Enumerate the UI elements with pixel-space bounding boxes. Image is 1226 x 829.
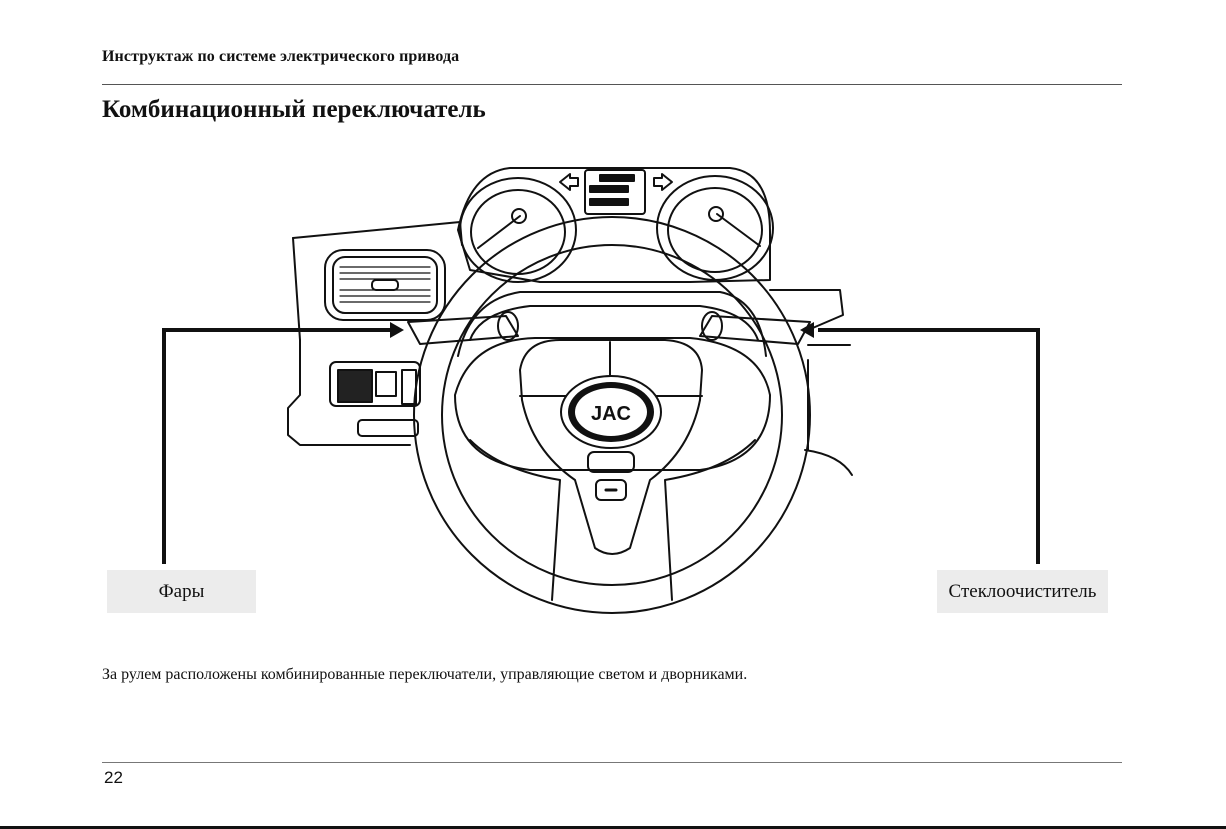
jac-logo [561,376,661,448]
headlights-label: Фары [107,570,256,613]
speedometer-icon [460,178,576,282]
footer-divider [102,762,1122,763]
wiper-callout-line [818,330,1038,564]
section-title: Комбинационный переключатель [102,96,486,123]
switch-panel-icon [330,362,420,436]
turn-right-arrow-icon [654,174,672,190]
running-header: Инструктаж по системе электрического привода [102,48,460,65]
caption-text: За рулем расположены комбинированные переключатели, управляющие светом и дворниками. [102,666,748,683]
air-vent-icon [325,250,445,320]
headlight-callout-line [164,330,398,564]
dashboard-outline [288,222,462,445]
center-display [585,170,645,214]
jac-logo-text: JAC [590,403,632,425]
page-number: 22 [104,768,123,787]
headlight-callout-arrow [390,322,404,338]
wiper-label: Стеклоочиститель [937,570,1108,613]
turn-left-arrow-icon [560,174,578,190]
